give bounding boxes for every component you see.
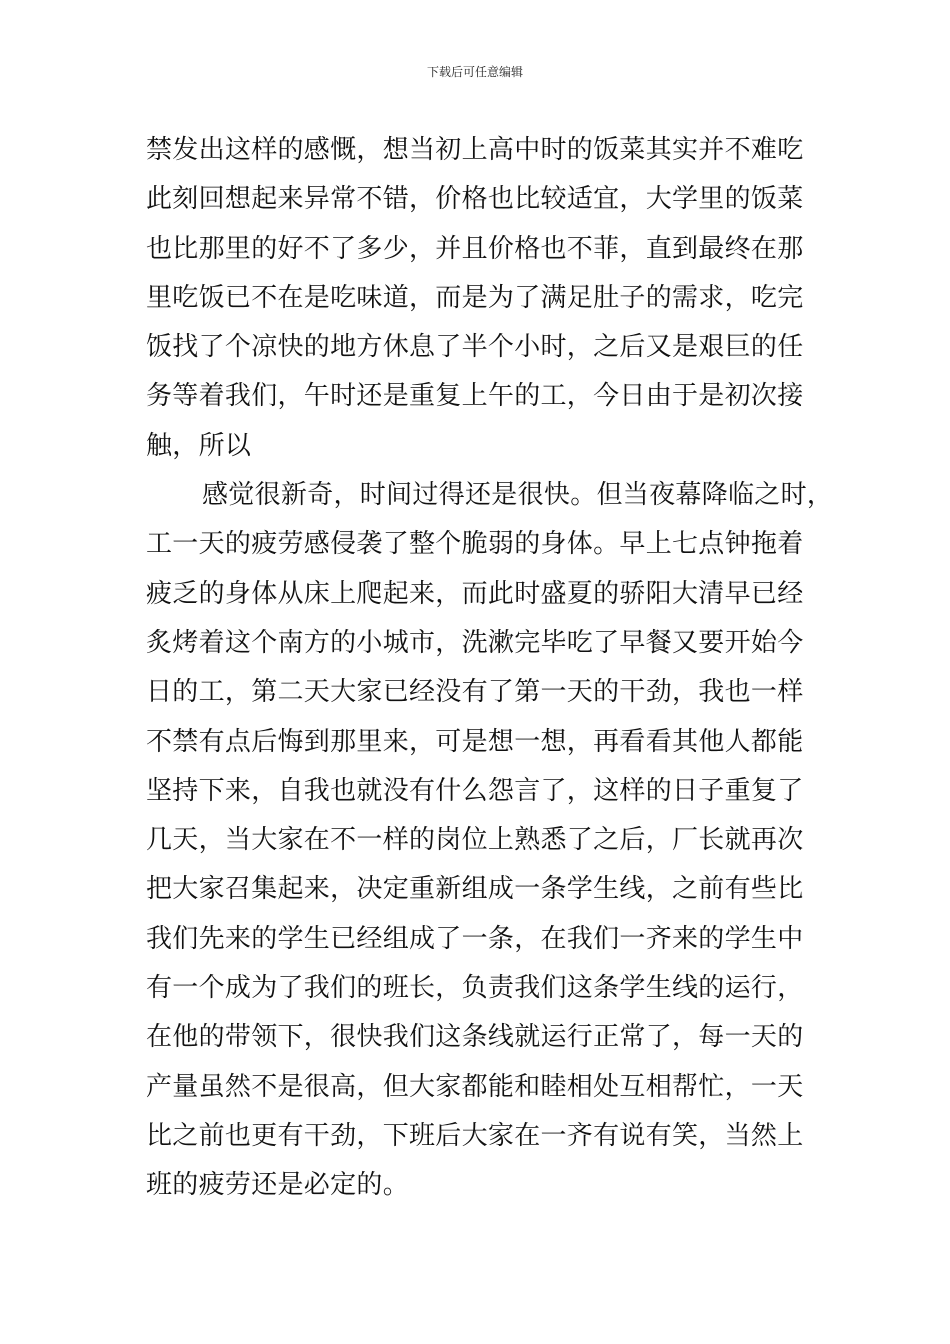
text-line: 此刻回想起来异常不错，价格也比较适宜，大学里的饭菜 [146,184,804,215]
text-line: 坚持下来，自我也就没有什么怨言了，这样的日子重复了 [146,775,804,806]
text-line: 饭找了个凉快的地方休息了半个小时，之后又是艰巨的任 [146,332,804,363]
text-line: 疲乏的身体从床上爬起来，而此时盛夏的骄阳大清早已经 [146,578,804,609]
text-line: 禁发出这样的感慨，想当初上高中时的饭菜其实并不难吃 [146,135,804,165]
paragraph-2 [146,471,834,1210]
text-line: 工一天的疲劳感侵袭了整个脆弱的身体。早上七点钟拖着 [146,529,804,560]
text-line: 日的工，第二天大家已经没有了第一天的干劲，我也一样 [146,677,804,708]
page-header: 下载后可任意编辑 [426,65,523,79]
text-line: 把大家召集起来，决定重新组成一条学生线，之前有些比 [146,874,804,905]
text-line: 在他的带领下，很快我们这条线就运行正常了，每一天的 [146,1022,804,1053]
text-line: 有一个成为了我们的班长，负责我们这条学生线的运行， [146,973,804,1004]
text-line: 我们先来的学生已经组成了一条，在我们一齐来的学生中 [146,923,804,954]
text-line: 几天，当大家在不一样的岗位上熟悉了之后，厂长就再次 [146,825,804,856]
text-line: 务等着我们，午时还是重复上午的工，今日由于是初次接 [146,381,804,412]
text-line: 里吃饭已不在是吃味道，而是为了满足肚子的需求，吃完 [146,282,804,313]
text-line: 不禁有点后悔到那里来，可是想一想，再看看其他人都能 [146,726,804,757]
text-line: 感觉很新奇，时间过得还是很快。但当夜幕降临之时， [202,480,834,511]
text-line: 也比那里的好不了多少，并且价格也不菲，直到最终在那 [146,233,804,264]
text-line: 比之前也更有干劲，下班后大家在一齐有说有笑，当然上 [146,1120,804,1151]
paragraph-1 [146,126,816,471]
text-line: 炙烤着这个南方的小城市，洗漱完毕吃了早餐又要开始今 [146,627,804,658]
document-body [146,126,834,1211]
text-line: 产量虽然不是很高，但大家都能和睦相处互相帮忙，一天 [146,1071,804,1102]
text-line: 班的疲劳还是必定的。 [146,1170,410,1201]
text-line: 触，所以 [146,430,252,461]
